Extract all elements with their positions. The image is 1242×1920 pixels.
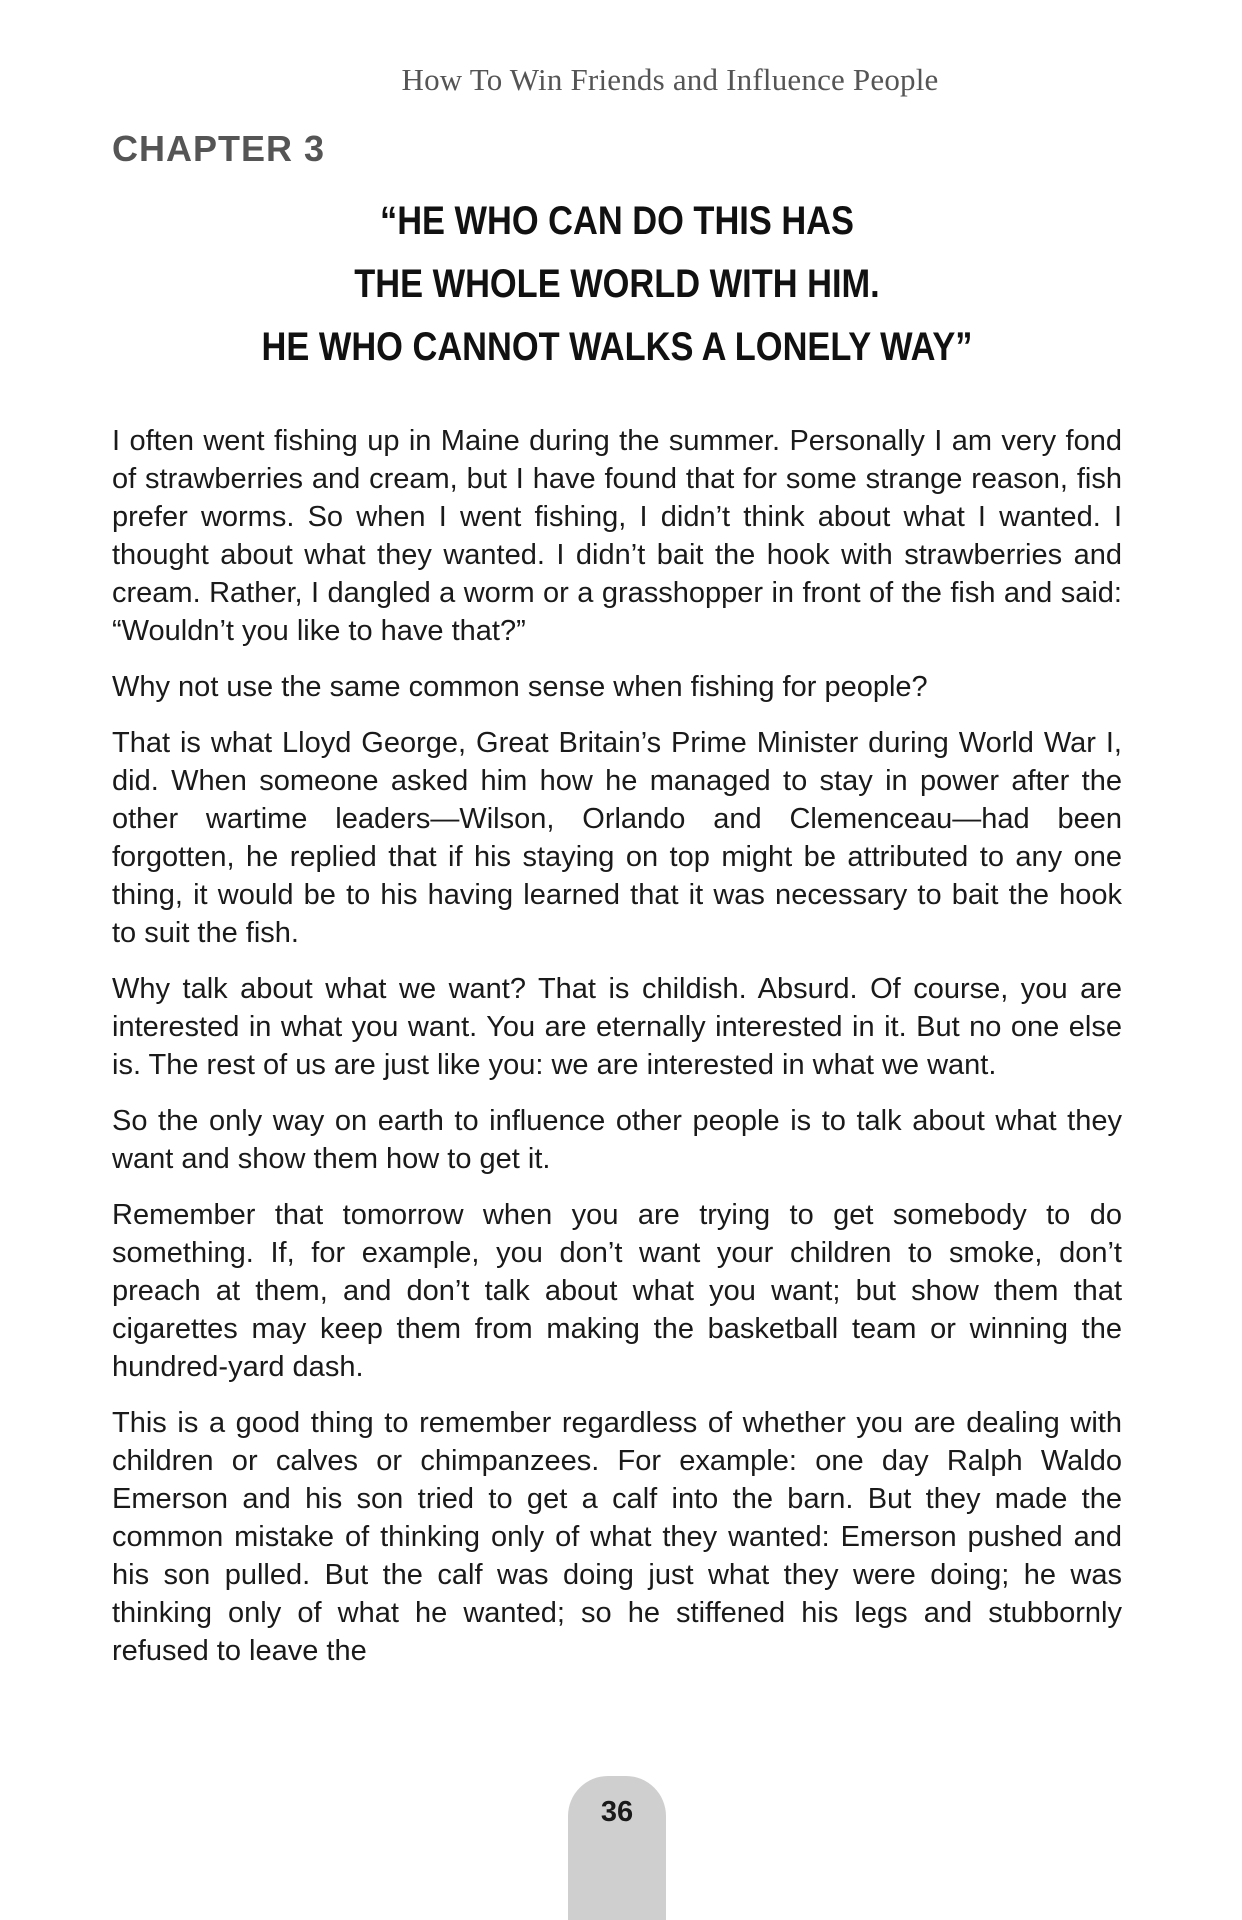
paragraph: I often went fishing up in Maine during the summer. Personally I am very fond of strawberries and cream, but I have found that for some strange reason, fish prefer worms. So when I went fishing, I didn’t think about what I wanted. I thought about what they wanted. I didn’t bait the hook with strawberries and cream. Rather, I dangled a worm or a grasshopper in front of the fish and said: “Wouldn’t you like to have that?” — [112, 425, 1122, 647]
chapter-title-line-3: HE WHO CANNOT WALKS A LONELY WAY” — [261, 325, 973, 369]
page-number-tab — [568, 1776, 666, 1920]
running-header: How To Win Friends and Influence People — [401, 62, 939, 97]
chapter-title-line-1: “HE WHO CAN DO THIS HAS — [380, 199, 854, 243]
page-number: 36 — [600, 1796, 634, 1828]
paragraph: Why talk about what we want? That is childish. Absurd. Of course, you are interested in what you want. You are eternally interested in it. But no one else is. The rest of us are just like you: we are interested in what we want. — [112, 973, 1122, 1081]
chapter-label: CHAPTER 3 — [112, 128, 326, 169]
paragraph: That is what Lloyd George, Great Britain’s Prime Minister during World War I, did. When someone asked him how he managed to stay in power after the other wartime leaders—Wilson, Orlando and Clemenceau—had been forgotten, he replied that if his staying on top might be attributed to any one thing, it would be to his having learned that it was necessary to bait the hook to suit the fish. — [112, 727, 1122, 949]
paragraph: This is a good thing to remember regardless of whether you are dealing with children or calves or chimpanzees. For example: one day Ralph Waldo Emerson and his son tried to get a calf into the barn. But they made the common mistake of thinking only of what they wanted: Emerson pushed and his son pulled. But the calf was doing just what they were doing; he was thinking only of what he wanted; so he stiffened his legs and stubbornly refused to leave the — [112, 1407, 1122, 1667]
chapter-title-line-2: THE WHOLE WORLD WITH HIM. — [354, 262, 880, 306]
paragraph: So the only way on earth to influence other people is to talk about what they want and show them how to get it. — [112, 1105, 1122, 1175]
paragraph: Remember that tomorrow when you are trying to get somebody to do something. If, for example, you don’t want your children to smoke, don’t preach at them, and don’t talk about what you want; but show them that cigarettes may keep them from making the basketball team or winning the hundred-yard dash. — [112, 1199, 1122, 1383]
body-text — [112, 422, 1122, 1688]
chapter-title — [183, 190, 1052, 379]
paragraph: Why not use the same common sense when fishing for people? — [112, 671, 928, 703]
